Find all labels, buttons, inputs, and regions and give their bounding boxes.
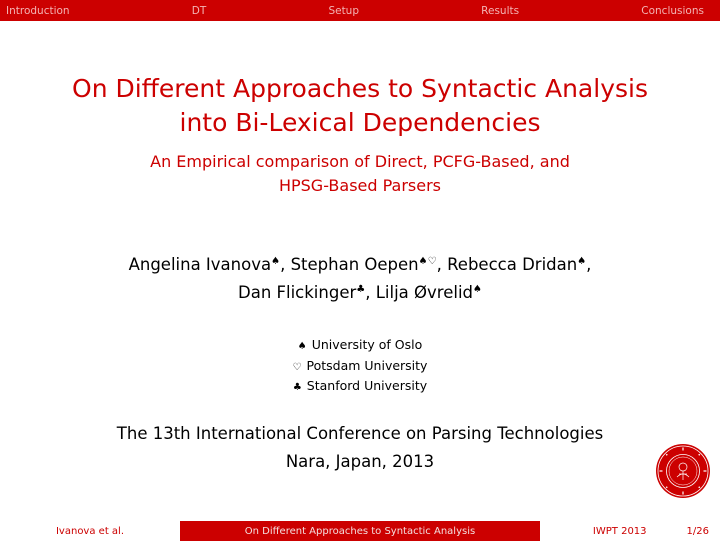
- affiliation-marks: ♣: [356, 284, 366, 295]
- affiliation-marks: ♠: [577, 256, 587, 267]
- author-list: [0, 251, 720, 307]
- affiliation-marks: ♠♡: [418, 256, 437, 267]
- author: Dan Flickinger♣: [238, 283, 366, 302]
- subtitle-line-1: An Empirical comparison of Direct, PCFG-Based, and: [150, 152, 570, 171]
- slide-title: [0, 72, 720, 140]
- footer-venue: IWPT 2013: [592, 525, 647, 537]
- nav-introduction[interactable]: Introduction: [6, 4, 70, 17]
- nav-setup[interactable]: Setup: [328, 4, 359, 17]
- conference-name: The 13th International Conference on Parsing Technologies: [116, 424, 604, 443]
- nav-dt[interactable]: DT: [191, 4, 207, 17]
- author: Lilja Øvrelid♠: [375, 283, 482, 302]
- slide-subtitle: [0, 150, 720, 198]
- title-line-2: into Bi-Lexical Dependencies: [179, 108, 541, 137]
- affiliation-list: [0, 336, 720, 398]
- author-line-2: Dan Flickinger♣, Lilja Øvrelid♠: [238, 283, 482, 302]
- author-line-1: Angelina Ivanova♠, Stephan Oepen♠♡, Rebecca Dridan♠,: [128, 255, 592, 274]
- conference-location: Nara, Japan, 2013: [285, 452, 435, 471]
- nav-results[interactable]: Results: [481, 4, 520, 17]
- affiliation: ♠ University of Oslo: [297, 337, 423, 352]
- club-icon: ♣: [292, 382, 302, 393]
- affiliation-marks: ♠: [473, 284, 482, 295]
- footer-author: Ivanova et al.: [0, 521, 180, 541]
- spade-icon: ♠: [297, 341, 307, 352]
- navigation-bar: [0, 0, 720, 21]
- university-seal-logo: [655, 443, 711, 499]
- heart-icon: ♡: [292, 361, 302, 373]
- conference-info: [0, 420, 720, 476]
- footer-bar: [0, 521, 720, 541]
- author: Angelina Ivanova♠: [128, 255, 281, 274]
- author: Stephan Oepen♠♡: [290, 255, 437, 274]
- subtitle-line-2: HPSG-Based Parsers: [278, 176, 442, 195]
- affiliation: ♣ Stanford University: [292, 378, 428, 393]
- affiliation: ♡ Potsdam University: [292, 357, 428, 373]
- nav-conclusions[interactable]: Conclusions: [641, 4, 704, 17]
- footer-right: [540, 521, 720, 541]
- author: Rebecca Dridan♠: [447, 255, 587, 274]
- title-line-1: On Different Approaches to Syntactic Analysis: [72, 74, 648, 103]
- page-number: 1/26: [686, 525, 709, 537]
- footer-title: On Different Approaches to Syntactic Analysis: [180, 521, 540, 541]
- affiliation-marks: ♠: [271, 256, 281, 267]
